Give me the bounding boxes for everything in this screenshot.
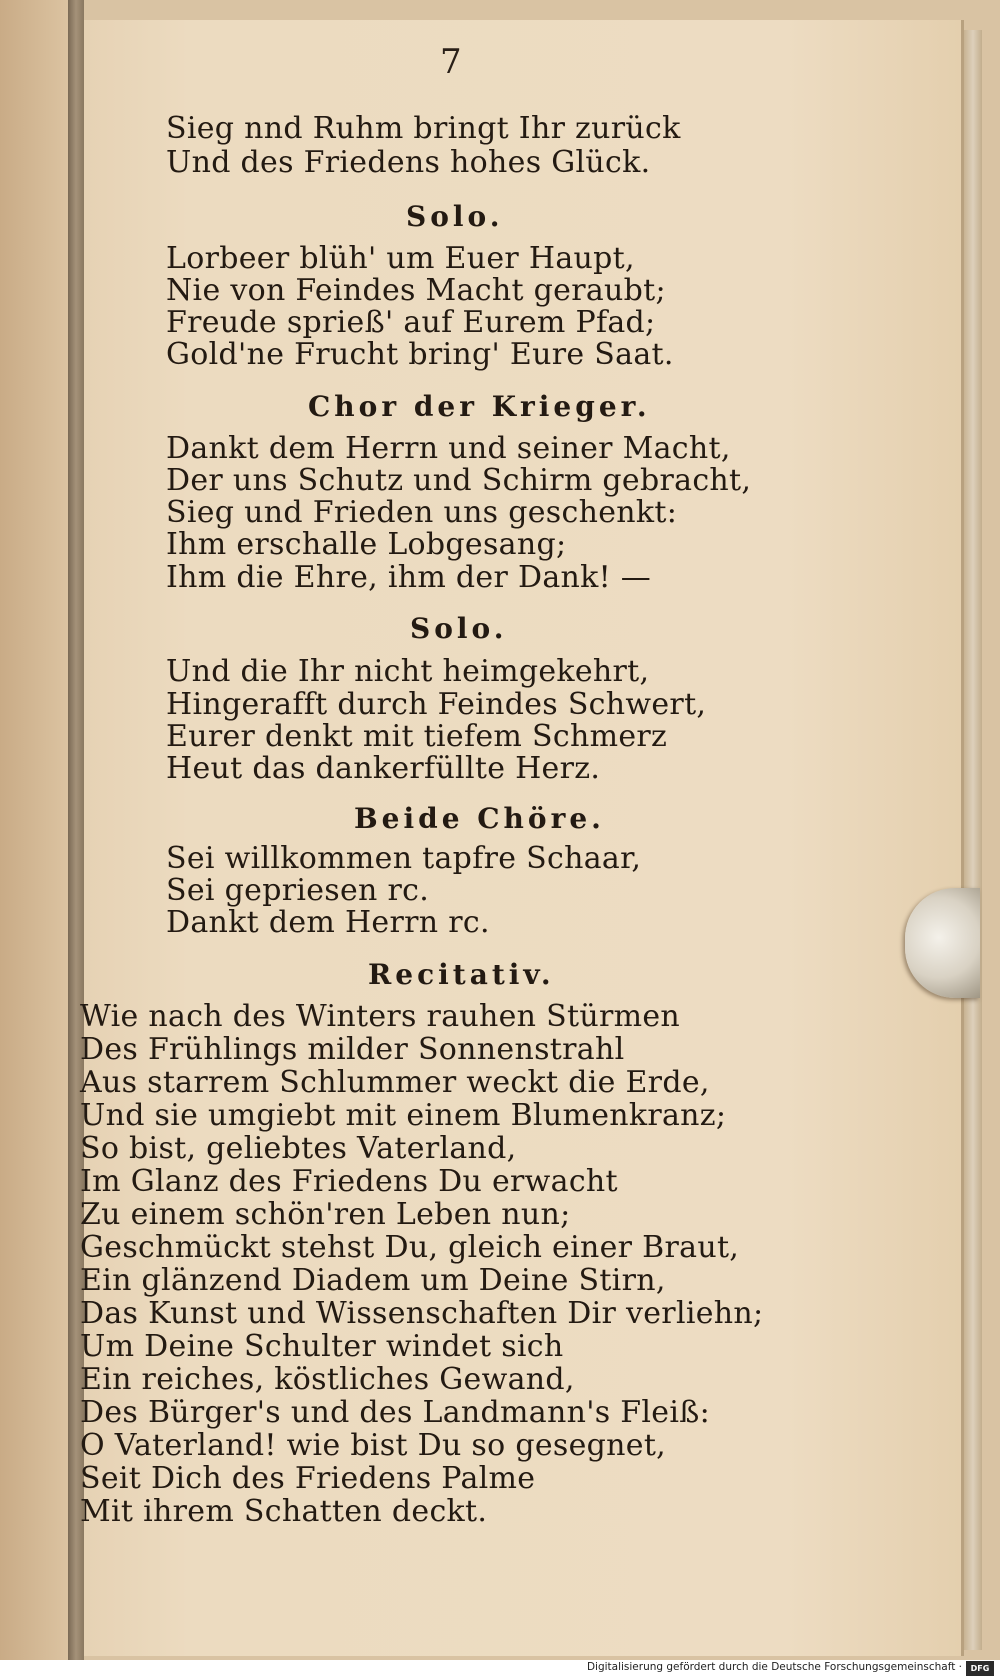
verse-line: Freude sprieß' auf Eurem Pfad; (166, 305, 656, 340)
verse-line: Nie von Feindes Macht geraubt; (166, 273, 666, 308)
verse-line: So bist, geliebtes Vaterland, (80, 1131, 517, 1166)
verse-line: Aus starrem Schlummer weckt die Erde, (80, 1065, 710, 1100)
verse-line: Ein glänzend Diadem um Deine Stirn, (80, 1263, 666, 1298)
section-heading: Beide Chöre. (354, 802, 605, 835)
verse-line: Ihm die Ehre, ihm der Dank! — (166, 560, 652, 595)
verse-line: Des Frühlings milder Sonnenstrahl (80, 1032, 625, 1067)
page-number: 7 (440, 42, 462, 82)
verse-line: Der uns Schutz und Schirm gebracht, (166, 463, 752, 498)
facing-page-edge (0, 0, 70, 1660)
verse-line: Und des Friedens hohes Glück. (166, 145, 651, 180)
verse-line: Im Glanz des Friedens Du erwacht (80, 1164, 618, 1199)
section-heading: Chor der Krieger. (308, 390, 651, 423)
verse-line: Ihm erschalle Lobgesang; (166, 527, 567, 562)
funding-credit: Digitalisierung gefördert durch die Deutsche Forschungsgemeinschaft · (586, 1661, 962, 1673)
verse-line: Zu einem schön'ren Leben nun; (80, 1197, 571, 1232)
verse-line: Das Kunst und Wissenschaften Dir verliehn; (80, 1296, 764, 1331)
verse-line: Um Deine Schulter windet sich (80, 1329, 564, 1364)
verse-line: Lorbeer blüh' um Euer Haupt, (166, 241, 635, 276)
verse-line: Geschmückt stehst Du, gleich einer Braut, (80, 1230, 740, 1265)
section-heading: Solo. (410, 612, 508, 645)
verse-line: Hingerafft durch Feindes Schwert, (166, 687, 707, 722)
verse-line: O Vaterland! wie bist Du so gesegnet, (80, 1428, 667, 1463)
verse-line: Sei gepriesen rc. (166, 873, 430, 908)
verse-line: Gold'ne Frucht bring' Eure Saat. (166, 337, 674, 372)
verse-line: Sieg und Frieden uns geschenkt: (166, 495, 678, 530)
verse-line: Mit ihrem Schatten deckt. (80, 1494, 488, 1529)
verse-line: Sei willkommen tapfre Schaar, (166, 841, 642, 876)
verse-line: Und sie umgiebt mit einem Blumenkranz; (80, 1098, 727, 1133)
verse-line: Sieg nnd Ruhm bringt Ihr zurück (166, 111, 681, 146)
dfg-logo: DFG (966, 1661, 994, 1676)
verse-line: Dankt dem Herrn rc. (166, 905, 490, 940)
section-heading: Solo. (406, 200, 504, 233)
verse-line: Ein reiches, köstliches Gewand, (80, 1362, 575, 1397)
verse-line: Dankt dem Herrn und seiner Macht, (166, 431, 731, 466)
page-stack-edge (964, 30, 982, 1650)
verse-line: Des Bürger's und des Landmann's Fleiß: (80, 1395, 710, 1430)
verse-line: Heut das dankerfüllte Herz. (166, 751, 601, 786)
verse-line: Seit Dich des Friedens Palme (80, 1461, 536, 1496)
verse-line: Und die Ihr nicht heimgekehrt, (166, 654, 650, 689)
section-heading: Recitativ. (368, 958, 555, 991)
verse-line: Eurer denkt mit tiefem Schmerz (166, 719, 668, 754)
verse-line: Wie nach des Winters rauhen Stürmen (80, 999, 681, 1034)
